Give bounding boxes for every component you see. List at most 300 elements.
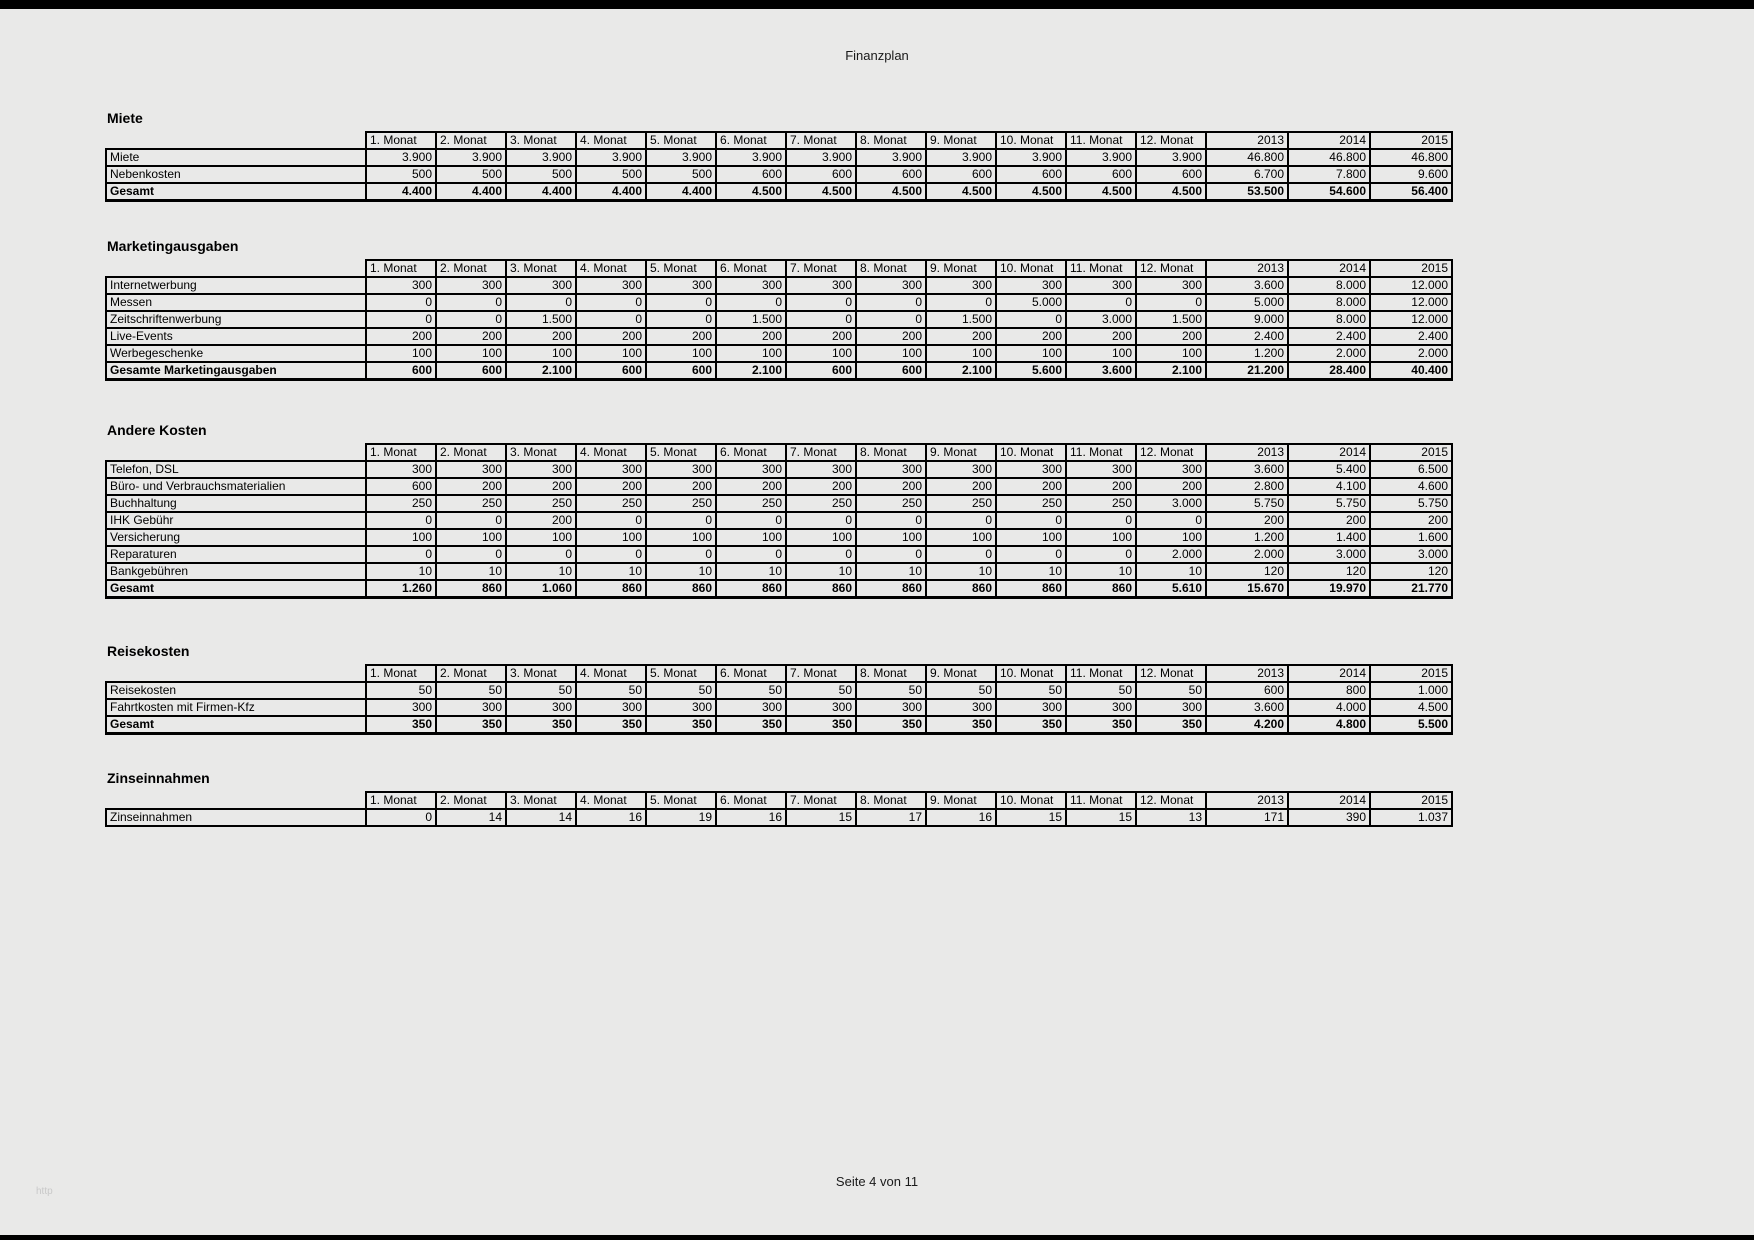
value-cell: 250 [856,495,926,512]
table-header-row [106,792,1452,809]
section-title: Reisekosten [107,643,190,659]
value-cell: 1.500 [506,311,576,328]
value-cell: 0 [1136,294,1206,311]
column-header: 7. Monat [786,665,856,682]
value-cell: 100 [1066,345,1136,362]
value-cell: 3.900 [1066,149,1136,166]
value-cell: 8.000 [1288,311,1370,328]
column-header: 3. Monat [506,792,576,809]
column-header: 9. Monat [926,665,996,682]
value-cell: 200 [786,478,856,495]
page-number-footer: Seite 4 von 11 [835,1174,919,1189]
column-header: 2014 [1288,665,1370,682]
value-cell: 2.000 [1206,546,1288,563]
value-cell: 4.500 [856,183,926,201]
value-cell: 100 [926,529,996,546]
value-cell: 600 [856,362,926,380]
value-cell: 4.000 [1288,699,1370,716]
value-cell: 0 [716,546,786,563]
value-cell: 10 [926,563,996,580]
finance-table [105,131,1453,202]
column-header: 10. Monat [996,444,1066,461]
value-cell: 100 [436,345,506,362]
column-header: 8. Monat [856,665,926,682]
document-title: Finanzplan [845,48,909,63]
value-cell: 300 [716,699,786,716]
column-header: 2015 [1370,792,1452,809]
value-cell: 8.000 [1288,277,1370,294]
value-cell: 50 [996,682,1066,699]
column-header: 2014 [1288,792,1370,809]
value-cell: 200 [996,328,1066,345]
value-cell: 860 [576,580,646,598]
column-header: 1. Monat [366,132,436,149]
header-spacer-cell [106,132,366,149]
value-cell: 200 [1370,512,1452,529]
value-cell: 2.400 [1370,328,1452,345]
table-row [106,682,1452,699]
value-cell: 200 [786,328,856,345]
finance-table [105,259,1453,381]
column-header: 12. Monat [1136,260,1206,277]
value-cell: 10 [506,563,576,580]
value-cell: 3.900 [646,149,716,166]
row-label: Miete [106,149,366,166]
value-cell: 2.000 [1288,345,1370,362]
value-cell: 4.500 [786,183,856,201]
table-row [106,809,1452,826]
value-cell: 2.100 [1136,362,1206,380]
column-header: 7. Monat [786,792,856,809]
value-cell: 2.100 [926,362,996,380]
value-cell: 500 [646,166,716,183]
value-cell: 300 [436,461,506,478]
value-cell: 200 [1066,328,1136,345]
value-cell: 300 [646,699,716,716]
table-row [106,495,1452,512]
finance-section [105,643,1453,735]
column-header: 2015 [1370,260,1452,277]
value-cell: 1.200 [1206,529,1288,546]
column-header: 10. Monat [996,260,1066,277]
value-cell: 600 [1136,166,1206,183]
column-header: 2. Monat [436,665,506,682]
column-header: 4. Monat [576,260,646,277]
value-cell: 10 [576,563,646,580]
value-cell: 2.100 [506,362,576,380]
value-cell: 300 [996,461,1066,478]
value-cell: 4.800 [1288,716,1370,734]
value-cell: 50 [786,682,856,699]
value-cell: 0 [926,512,996,529]
column-header: 2. Monat [436,132,506,149]
value-cell: 390 [1288,809,1370,826]
value-cell: 860 [1066,580,1136,598]
column-header: 9. Monat [926,792,996,809]
value-cell: 50 [506,682,576,699]
value-cell: 0 [436,512,506,529]
value-cell: 300 [576,699,646,716]
value-cell: 0 [786,311,856,328]
column-header: 2. Monat [436,444,506,461]
table-row [106,345,1452,362]
value-cell: 300 [436,699,506,716]
table-row [106,461,1452,478]
row-label: Gesamte Marketingausgaben [106,362,366,380]
value-cell: 1.600 [1370,529,1452,546]
value-cell: 100 [1066,529,1136,546]
column-header: 6. Monat [716,792,786,809]
value-cell: 3.600 [1206,277,1288,294]
value-cell: 3.600 [1066,362,1136,380]
value-cell: 9.600 [1370,166,1452,183]
value-cell: 100 [716,529,786,546]
value-cell: 21.200 [1206,362,1288,380]
value-cell: 600 [576,362,646,380]
value-cell: 53.500 [1206,183,1288,201]
value-cell: 200 [716,328,786,345]
value-cell: 600 [1066,166,1136,183]
table-row [106,512,1452,529]
value-cell: 500 [436,166,506,183]
value-cell: 7.800 [1288,166,1370,183]
row-label: Gesamt [106,716,366,734]
value-cell: 200 [1206,512,1288,529]
value-cell: 3.900 [926,149,996,166]
value-cell: 200 [646,328,716,345]
column-header: 8. Monat [856,792,926,809]
table-row [106,328,1452,345]
value-cell: 3.000 [1370,546,1452,563]
column-header: 6. Monat [716,260,786,277]
column-header: 11. Monat [1066,665,1136,682]
value-cell: 860 [716,580,786,598]
value-cell: 50 [366,682,436,699]
value-cell: 3.900 [436,149,506,166]
column-header: 7. Monat [786,132,856,149]
row-label: Live-Events [106,328,366,345]
value-cell: 5.600 [996,362,1066,380]
row-label: Versicherung [106,529,366,546]
value-cell: 1.500 [926,311,996,328]
row-label: Telefon, DSL [106,461,366,478]
value-cell: 350 [436,716,506,734]
value-cell: 2.100 [716,362,786,380]
row-label: Buchhaltung [106,495,366,512]
value-cell: 4.400 [646,183,716,201]
value-cell: 0 [786,546,856,563]
value-cell: 46.800 [1288,149,1370,166]
value-cell: 350 [366,716,436,734]
value-cell: 250 [576,495,646,512]
value-cell: 16 [716,809,786,826]
value-cell: 4.600 [1370,478,1452,495]
value-cell: 860 [996,580,1066,598]
table-row [106,699,1452,716]
column-header: 10. Monat [996,792,1066,809]
column-header: 9. Monat [926,444,996,461]
value-cell: 250 [716,495,786,512]
value-cell: 100 [576,345,646,362]
value-cell: 0 [646,512,716,529]
value-cell: 3.900 [716,149,786,166]
value-cell: 3.900 [506,149,576,166]
value-cell: 4.500 [716,183,786,201]
value-cell: 15 [786,809,856,826]
column-header: 9. Monat [926,260,996,277]
value-cell: 200 [506,478,576,495]
column-header: 7. Monat [786,260,856,277]
value-cell: 200 [436,328,506,345]
value-cell: 860 [646,580,716,598]
bottom-border-bar [0,1235,1754,1240]
value-cell: 350 [996,716,1066,734]
value-cell: 10 [436,563,506,580]
value-cell: 3.000 [1066,311,1136,328]
value-cell: 200 [1136,328,1206,345]
value-cell: 1.400 [1288,529,1370,546]
value-cell: 300 [716,461,786,478]
column-header: 2014 [1288,260,1370,277]
value-cell: 4.500 [1370,699,1452,716]
value-cell: 600 [1206,682,1288,699]
value-cell: 860 [436,580,506,598]
value-cell: 350 [646,716,716,734]
value-cell: 250 [1066,495,1136,512]
table-row [106,362,1452,380]
column-header: 11. Monat [1066,260,1136,277]
value-cell: 0 [366,311,436,328]
value-cell: 21.770 [1370,580,1452,598]
value-cell: 0 [1066,294,1136,311]
value-cell: 300 [646,277,716,294]
value-cell: 350 [856,716,926,734]
value-cell: 860 [856,580,926,598]
value-cell: 14 [506,809,576,826]
finance-table [105,443,1453,599]
row-label: Gesamt [106,183,366,201]
value-cell: 860 [926,580,996,598]
value-cell: 100 [646,345,716,362]
value-cell: 200 [996,478,1066,495]
finance-section [105,110,1453,202]
column-header: 8. Monat [856,260,926,277]
value-cell: 56.400 [1370,183,1452,201]
value-cell: 300 [1136,461,1206,478]
value-cell: 4.200 [1206,716,1288,734]
value-cell: 16 [576,809,646,826]
value-cell: 50 [436,682,506,699]
value-cell: 300 [926,277,996,294]
value-cell: 3.900 [1136,149,1206,166]
value-cell: 200 [856,478,926,495]
value-cell: 300 [366,277,436,294]
value-cell: 5.000 [1206,294,1288,311]
value-cell: 4.400 [366,183,436,201]
table-row [106,311,1452,328]
value-cell: 300 [506,699,576,716]
column-header: 4. Monat [576,132,646,149]
value-cell: 0 [996,512,1066,529]
value-cell: 0 [576,512,646,529]
value-cell: 3.000 [1288,546,1370,563]
value-cell: 100 [786,529,856,546]
column-header: 12. Monat [1136,665,1206,682]
value-cell: 28.400 [1288,362,1370,380]
value-cell: 3.600 [1206,699,1288,716]
value-cell: 0 [716,294,786,311]
value-cell: 0 [646,294,716,311]
value-cell: 300 [856,699,926,716]
value-cell: 200 [436,478,506,495]
table-row [106,580,1452,598]
row-label: Fahrtkosten mit Firmen-Kfz [106,699,366,716]
value-cell: 200 [576,478,646,495]
row-label: Messen [106,294,366,311]
value-cell: 100 [1136,529,1206,546]
value-cell: 200 [366,328,436,345]
value-cell: 100 [716,345,786,362]
value-cell: 0 [576,311,646,328]
value-cell: 1.000 [1370,682,1452,699]
value-cell: 500 [576,166,646,183]
row-label: Internetwerbung [106,277,366,294]
value-cell: 3.900 [856,149,926,166]
finance-section [105,422,1453,599]
column-header: 3. Monat [506,260,576,277]
table-row [106,563,1452,580]
value-cell: 10 [856,563,926,580]
value-cell: 350 [926,716,996,734]
value-cell: 6.700 [1206,166,1288,183]
value-cell: 300 [1066,461,1136,478]
value-cell: 0 [506,294,576,311]
value-cell: 600 [786,362,856,380]
column-header: 2014 [1288,444,1370,461]
value-cell: 50 [716,682,786,699]
value-cell: 50 [856,682,926,699]
value-cell: 0 [1066,512,1136,529]
value-cell: 100 [436,529,506,546]
column-header: 11. Monat [1066,444,1136,461]
value-cell: 300 [646,461,716,478]
value-cell: 100 [366,345,436,362]
value-cell: 0 [926,294,996,311]
value-cell: 100 [576,529,646,546]
value-cell: 200 [506,328,576,345]
column-header: 10. Monat [996,132,1066,149]
value-cell: 6.500 [1370,461,1452,478]
value-cell: 300 [926,461,996,478]
value-cell: 5.400 [1288,461,1370,478]
value-cell: 46.800 [1370,149,1452,166]
value-cell: 0 [366,512,436,529]
column-header: 12. Monat [1136,792,1206,809]
column-header: 5. Monat [646,792,716,809]
value-cell: 12.000 [1370,294,1452,311]
value-cell: 800 [1288,682,1370,699]
value-cell: 0 [366,294,436,311]
value-cell: 0 [436,311,506,328]
value-cell: 5.750 [1370,495,1452,512]
row-label: Nebenkosten [106,166,366,183]
value-cell: 200 [646,478,716,495]
value-cell: 200 [1066,478,1136,495]
column-header: 3. Monat [506,132,576,149]
value-cell: 3.600 [1206,461,1288,478]
header-spacer-cell [106,444,366,461]
value-cell: 100 [646,529,716,546]
value-cell: 0 [366,809,436,826]
value-cell: 5.750 [1206,495,1288,512]
column-header: 12. Monat [1136,132,1206,149]
value-cell: 16 [926,809,996,826]
column-header: 5. Monat [646,260,716,277]
value-cell: 500 [366,166,436,183]
value-cell: 300 [926,699,996,716]
value-cell: 300 [996,699,1066,716]
value-cell: 600 [436,362,506,380]
row-label: Zinseinnahmen [106,809,366,826]
value-cell: 15 [996,809,1066,826]
column-header: 2013 [1206,444,1288,461]
section-title: Miete [107,110,143,126]
value-cell: 50 [926,682,996,699]
value-cell: 0 [1066,546,1136,563]
value-cell: 12.000 [1370,311,1452,328]
value-cell: 3.900 [366,149,436,166]
value-cell: 600 [856,166,926,183]
value-cell: 15 [1066,809,1136,826]
value-cell: 300 [1136,699,1206,716]
column-header: 2015 [1370,132,1452,149]
value-cell: 250 [646,495,716,512]
value-cell: 350 [786,716,856,734]
value-cell: 0 [856,294,926,311]
value-cell: 600 [996,166,1066,183]
value-cell: 0 [576,294,646,311]
value-cell: 0 [856,512,926,529]
value-cell: 250 [366,495,436,512]
table-header-row [106,260,1452,277]
value-cell: 0 [856,311,926,328]
finance-section [105,238,1453,381]
value-cell: 100 [506,345,576,362]
value-cell: 100 [366,529,436,546]
table-row [106,529,1452,546]
value-cell: 50 [646,682,716,699]
value-cell: 10 [716,563,786,580]
value-cell: 0 [436,546,506,563]
value-cell: 500 [506,166,576,183]
value-cell: 50 [576,682,646,699]
top-border-bar [0,0,1754,9]
value-cell: 300 [786,699,856,716]
column-header: 6. Monat [716,132,786,149]
value-cell: 250 [926,495,996,512]
value-cell: 4.500 [1066,183,1136,201]
value-cell: 40.400 [1370,362,1452,380]
value-cell: 200 [1288,512,1370,529]
value-cell: 19 [646,809,716,826]
table-row [106,546,1452,563]
value-cell: 350 [576,716,646,734]
table-header-row [106,444,1452,461]
value-cell: 600 [366,362,436,380]
value-cell: 1.200 [1206,345,1288,362]
value-cell: 4.400 [576,183,646,201]
column-header: 4. Monat [576,665,646,682]
